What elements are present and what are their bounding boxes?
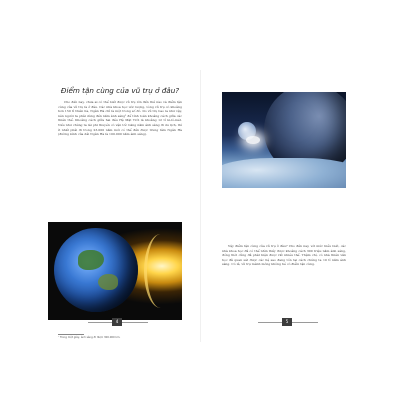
star-glow — [246, 136, 260, 144]
page-number-box: 5 — [282, 318, 292, 326]
earth-planet — [54, 228, 138, 312]
continent — [98, 274, 118, 290]
footnote-divider — [58, 334, 84, 335]
left-page-number — [88, 318, 148, 326]
footnote: ¹ Trong một giây, ánh sáng đi được 300.000 km. — [58, 336, 121, 339]
page-number-box: 4 — [112, 318, 122, 326]
planets-above-clouds-image — [222, 92, 346, 188]
left-paragraph: Cho đến nay, chưa ai có thể biết được vũ trụ lớn đến thế nào và điểm tận cùng của vũ trụ là ở đâu. Các nhà khoa học ước lượng, vòng vũ trụ có khoảng hơn 150 tỉ thiên hà, Ngân Hà chỉ là một trong số đó. Do vũ trụ bao la như vậy, nên người ta phải dùng đến năm ánh sáng¹ để tính toán khoảng cách giữa các thiên thể. Khoảng cách giữa hai đầu Hệ Mặt Trời là khoảng 12 tỉ ki-lô-mét. Nếu như chúng ta lái phi thuyền có vận tốc bằng năm ánh sáng đi du lịch, thì ít nhất phải đi trong 23.000 năm mới có thể đến được trung tâm Ngân Hà (đường kính của dải Ngân Hà là 100.000 năm ánh sáng). — [58, 100, 182, 137]
right-paragraph: Vậy điểm tận cùng của vũ trụ ở đâu? Cho đến nay, với mức hiểu biết, các nhà khoa học đã có thể nhìn thấy được khoảng cách 300 triệu năm ánh sáng, đồng thời cũng đã phát hiện được rất nhiều thể. Thậm chí, có nhà thiên văn học đã quan sát được các hệ sao đang tồn tại cách chúng ta 10 tỉ năm ánh sáng. Có lẽ, vũ trụ mênh mông không hề có điểm tận cùng. — [222, 244, 346, 267]
solar-flare — [144, 234, 177, 308]
earth-and-sun-image — [48, 222, 182, 320]
right-page — [222, 72, 346, 340]
gutter — [200, 70, 201, 342]
continent — [78, 250, 104, 270]
page-title: Điểm tận cùng của vũ trụ ở đâu? — [60, 86, 180, 95]
right-page-number — [258, 318, 318, 326]
cloud-layer — [222, 158, 346, 188]
left-page — [58, 72, 182, 340]
right-body-text — [222, 244, 346, 290]
left-body-text — [58, 100, 182, 214]
